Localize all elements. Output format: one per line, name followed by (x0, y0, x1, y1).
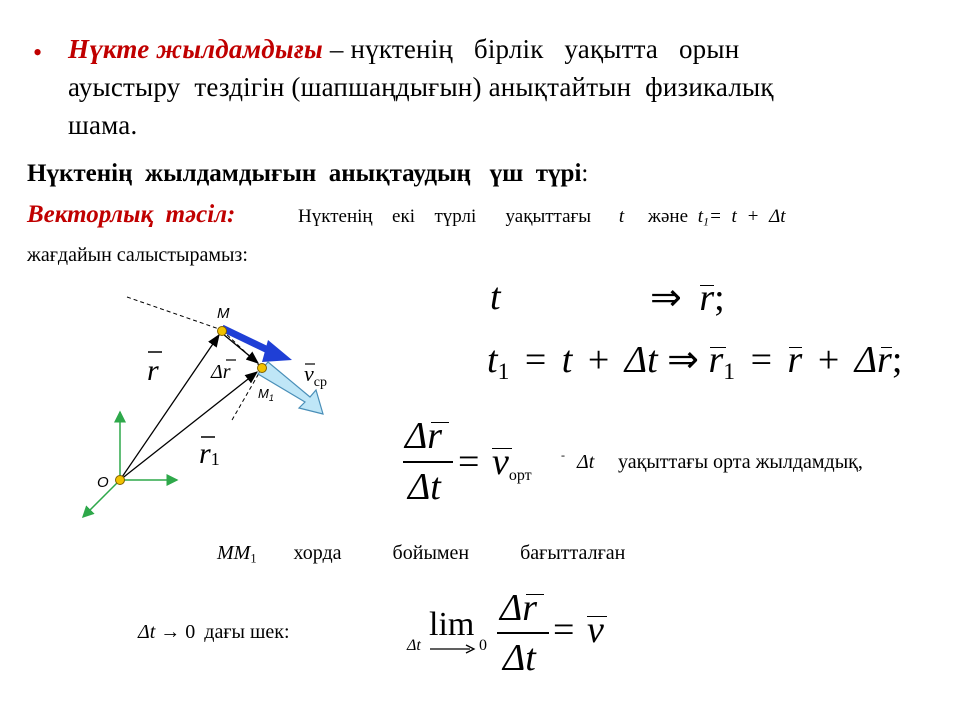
formula2-t1-letter: t (487, 339, 498, 381)
formula2-implies: ⇒ (667, 339, 699, 381)
formula2-delta-t: Δt (624, 339, 658, 381)
formula2-plus: + (587, 339, 610, 381)
chord-mm-sub: 1 (250, 551, 257, 566)
velocity-vector-head (262, 340, 292, 362)
limit-den: Δt (503, 637, 536, 679)
formula2-semicolon: ; (891, 339, 903, 381)
formula1-semicolon: ; (714, 277, 725, 319)
label-o: O (97, 474, 109, 491)
formula2-r1-sub: 1 (723, 359, 736, 386)
method-var-t: t (618, 206, 625, 227)
section-heading-colon: : (581, 160, 589, 187)
label-m: M (217, 305, 230, 322)
limit-lhs-dt: Δt (138, 621, 156, 643)
formula2-delta-r (855, 339, 892, 381)
formula2-r1 (708, 339, 736, 386)
formula3-den: Δt (408, 466, 441, 508)
limit-lhs-arrow: → (160, 621, 181, 643)
definition-line-1-rest: нүктенің бірлік уақытта орын (350, 34, 740, 64)
method-text-a: Нүктенің екі түрлі уақыттағы (298, 206, 592, 227)
label-vec-r: r (147, 354, 159, 387)
chord-text: хорда бойымен бағытталған (293, 542, 626, 564)
label-v-sub: ср (313, 375, 327, 390)
label-m1 (258, 386, 274, 403)
limit-lim: lim (429, 606, 475, 643)
formula3-v-letter: v (492, 441, 509, 483)
label-vec-r1 (199, 437, 220, 470)
method-label: Векторлық тәсіл: (27, 201, 236, 228)
formula2 (487, 337, 902, 386)
formula1-r (699, 277, 714, 319)
formula2-r-letter: r (787, 339, 803, 381)
method-var-t1 (698, 206, 709, 227)
definition-line-3: шама. (68, 110, 138, 140)
formula1-rhs (650, 275, 725, 320)
formula2-rhs-t: t (561, 339, 573, 381)
formula3-note: уақыттағы орта жылдамдық, (618, 451, 863, 473)
section-heading-text: Нүктенің жылдамдығын анықтаудың үш түрі (27, 160, 582, 187)
limit-v (587, 608, 604, 652)
label-v-letter: v (304, 361, 314, 386)
limit-under-arrow (430, 643, 478, 655)
limit-eq: = (553, 609, 575, 651)
formula3-eq: = (458, 441, 480, 483)
formula3-v (492, 440, 532, 485)
method-eq: = t + Δt (708, 206, 786, 227)
definition-line-1 (68, 34, 739, 64)
formula3-num-text: Δr (405, 415, 443, 457)
formula1-implies: ⇒ (650, 277, 682, 319)
formula2-r (788, 339, 803, 381)
formula2-delta-r-text: Δr (854, 339, 892, 381)
label-m1-sub: 1 (268, 393, 274, 403)
chord-mm1 (217, 542, 257, 564)
limit-fraction-bar (497, 632, 549, 634)
formula3-v-sub: орт (508, 467, 532, 484)
formula3-dt: Δt (577, 451, 595, 473)
formula2-t1-sub: 1 (497, 359, 510, 386)
limit-lhs-zero: 0 (185, 621, 196, 643)
formula2-r1-letter: r (708, 339, 724, 381)
limit-num (500, 586, 537, 630)
chord-mm-letters: MM (217, 542, 251, 564)
formula2-plus2: + (817, 339, 840, 381)
method-t1-letter: t (697, 206, 704, 227)
definition-line-2: ауыстыру тездігін (шапшаңдығын) анықтайтын физикалық (68, 72, 774, 102)
point-o (116, 476, 125, 485)
label-m1-letter: M (258, 386, 269, 401)
limit-num-text: Δr (500, 587, 538, 629)
limit-lhs-text: дағы шек: (204, 621, 290, 643)
trajectory-line (127, 297, 222, 330)
vector-r1 (120, 372, 257, 480)
section-heading (27, 160, 588, 188)
formula1-t: t (490, 276, 501, 318)
term-velocity: Нүкте жылдамдығы (68, 34, 323, 64)
limit-under-dt: Δt (407, 637, 421, 654)
method-t1-sub: 1 (703, 215, 709, 229)
limit-under-zero: 0 (479, 637, 487, 654)
label-vec-r1-letter: r (199, 437, 211, 470)
point-m (218, 327, 227, 336)
formula2-t1 (487, 339, 510, 386)
label-delta-r: Δr (211, 361, 231, 383)
formula3-dash: - (561, 448, 565, 462)
formula3-fraction-bar (403, 461, 453, 463)
point-m1 (258, 364, 267, 373)
chord-line (217, 542, 625, 567)
limit-lhs (138, 621, 290, 644)
velocity-diagram (60, 285, 360, 535)
formula2-eq2: = (750, 339, 773, 381)
method-line-2: жағдайын салыстырамыз: (27, 244, 248, 266)
definition-dash: – (322, 34, 351, 64)
label-vec-r1-sub: 1 (210, 449, 220, 469)
method-and: және (647, 206, 689, 227)
formula2-eq: = (524, 339, 547, 381)
method-text (298, 206, 786, 230)
formula3-num (405, 414, 442, 458)
label-v-avg (304, 361, 327, 390)
formula1-r-letter: r (699, 277, 715, 319)
bullet-marker: • (33, 38, 43, 67)
limit-v-letter: v (587, 609, 604, 651)
